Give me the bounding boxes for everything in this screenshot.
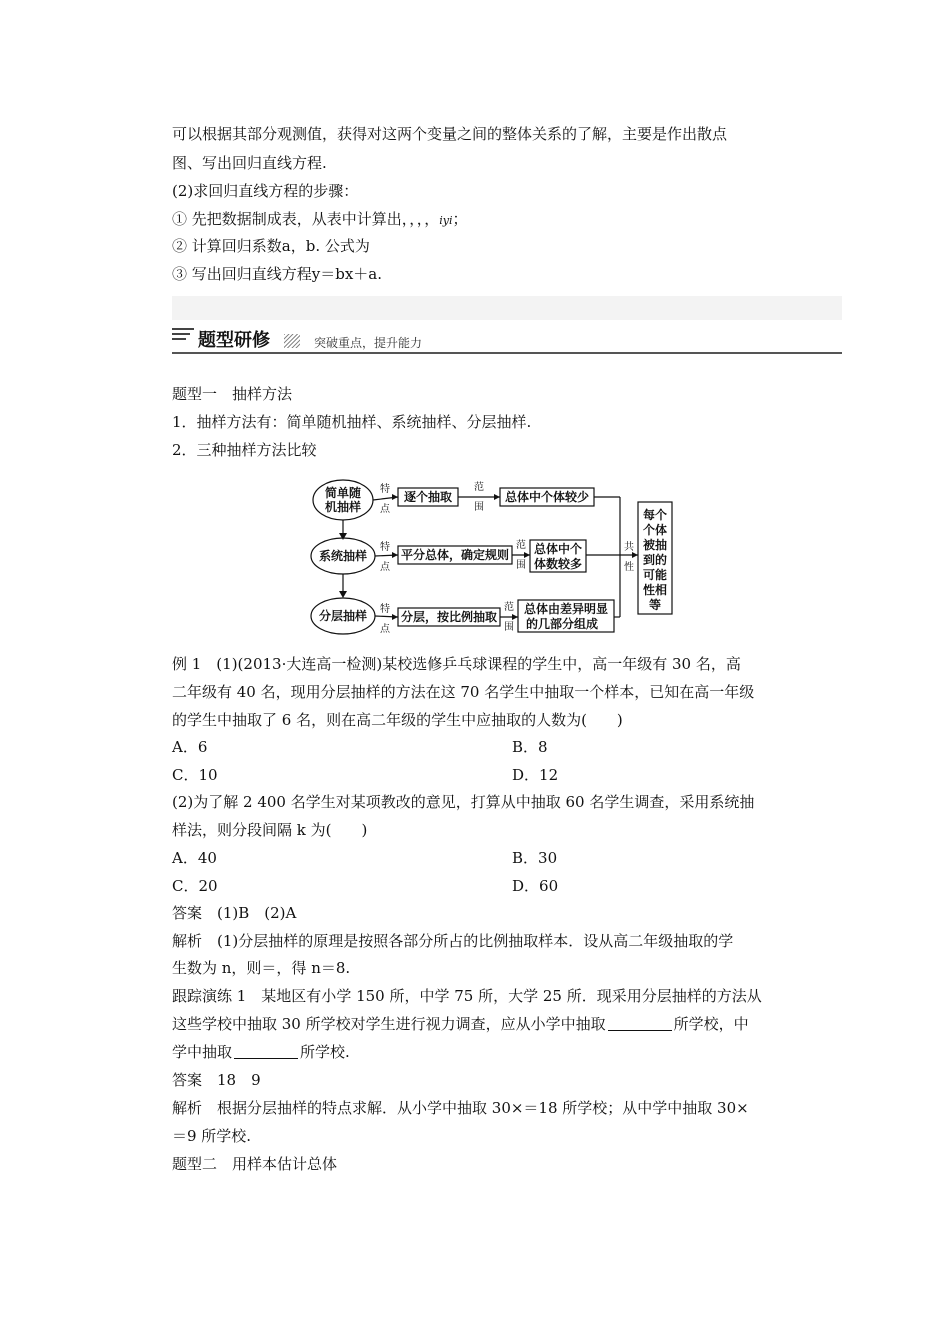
label-wei-3: 围 [504,622,514,633]
intro-line-1: 可以根据其部分观测值，获得对这两个变量之间的整体关系的了解，主要是作出散点 [172,125,728,143]
track1-line-1: 跟踪演练 1 某地区有小学 150 所，中学 75 所，大学 25 所．现采用分层抽样的方法从 [172,987,762,1005]
example1-option-c: C．10 [172,766,218,784]
common-text-3: 被抽 [642,538,668,552]
label-fan-1: 范 [474,482,484,493]
common-text-4: 到的 [642,553,668,567]
example1-option-b: B．8 [512,738,548,756]
track1-line-3 [172,1042,350,1062]
intro-line-4-text: ① 先把数据制成表，从表中计算出，，，， [172,210,440,228]
intro-line-4 [172,209,468,231]
track1-line-2 [172,1014,749,1034]
label-fan-2: 范 [516,540,526,551]
type1-heading: 题型一 抽样方法 [172,385,293,403]
label-wei-2: 围 [516,560,526,571]
oval-1-text-b: 机抽样 [324,500,362,514]
example1-q2-option-c: C．20 [172,877,218,895]
label-wei-1: 围 [474,502,484,513]
label-xing: 性 [624,562,634,573]
common-text-1: 每个 [642,508,668,522]
track1-answer: 答案 18 9 [172,1071,261,1089]
example1-analysis-1: 解析 (1)分层抽样的原理是按照各部分所占的比例抽取样本．设从高二年级抽取的学 [172,932,734,950]
label-te-1: 特 [380,484,390,495]
fill-blank-2 [234,1044,298,1059]
intro-line-3: (2)求回归直线方程的步骤： [172,182,359,200]
example1-line-2: 二年级有 40 名，现用分层抽样的方法在这 70 名学生中抽取一个样本，已知在高一年级 [172,683,755,701]
oval-3-text: 分层抽样 [318,609,368,623]
label-dian-1: 点 [380,504,390,515]
track1-line-3a: 学中抽取 [172,1043,233,1061]
label-gong: 共 [624,542,634,553]
fill-blank-1 [608,1016,672,1031]
label-fan-3: 范 [504,602,514,613]
example1-q2-option-b: B．30 [512,849,558,867]
range-1-text: 总体中个体较少 [504,490,590,504]
type1-point-1: 1．抽样方法有：简单随机抽样、系统抽样、分层抽样. [172,413,532,431]
section-header [172,320,842,354]
common-text-7: 等 [648,598,662,612]
intro-line-4-end: ； [452,210,468,228]
example1-answer: 答案 (1)B (2)A [172,904,297,922]
section-title: 题型研修 [198,330,270,351]
sampling-methods-diagram [300,470,680,640]
type2-heading: 题型二 用样本估计总体 [172,1155,338,1173]
oval-1-text-a: 简单随 [324,486,362,500]
intro-line-5: ② 计算回归系数a，b. 公式为 [172,237,370,255]
intro-line-6: ③ 写出回归直线方程y＝bx＋a. [172,265,383,283]
track1-analysis-2: ＝9 所学校. [172,1127,252,1145]
example1-option-d: D．12 [512,766,559,784]
common-text-5: 可能 [642,568,668,582]
track1-line-2b: 所学校，中 [673,1015,749,1033]
label-dian-3: 点 [380,624,390,635]
feature-2-text: 平分总体，确定规则 [400,548,510,562]
section-underline [172,352,842,354]
example1-q2-line-2: 样法，则分段间隔 k 为( ) [172,821,368,839]
intro-line-2: 图、写出回归直线方程. [172,154,327,172]
type1-point-2: 2．三种抽样方法比较 [172,441,317,459]
section-lines-icon [172,328,194,346]
section-top-band [172,296,842,320]
label-te-3: 特 [380,604,390,615]
track1-line-3b: 所学校. [300,1043,350,1061]
label-dian-2: 点 [380,562,390,573]
section-hatch-icon [284,334,300,348]
example1-q2-line-1: (2)为了解 2 400 名学生对某项教改的意见，打算从中抽取 60 名学生调查，采用系统抽 [172,793,755,811]
range-3-text-a: 总体由差异明显 [523,602,609,616]
example1-q2-option-d: D．60 [512,877,559,895]
example1-line-1: 例 1 (1)(2013·大连高一检测)某校选修乒乓球课程的学生中，高一年级有 30 名，高 [172,655,741,673]
common-text-2: 个体 [642,523,668,537]
track1-line-2a: 这些学校中抽取 30 所学校对学生进行视力调查，应从小学中抽取 [172,1015,606,1033]
range-2-text-b: 体数较多 [533,557,583,571]
range-2-text-a: 总体中个 [533,542,583,556]
range-3-text-b: 的几部分组成 [525,617,599,631]
label-te-2: 特 [380,542,390,553]
oval-2-text: 系统抽样 [318,549,368,563]
track1-analysis-1: 解析 根据分层抽样的特点求解．从小学中抽取 30×＝18 所学校；从中学中抽取 30× [172,1099,749,1117]
section-subtitle: 突破重点，提升能力 [314,336,423,350]
example1-line-3: 的学生中抽取了 6 名，则在高二年级的学生中应抽取的人数为( ) [172,711,623,729]
example1-analysis-2: 生数为 n，则＝，得 n＝8. [172,959,351,977]
common-text-6: 性相 [642,583,668,597]
intro-line-4-sub: iyi [439,214,453,227]
example1-option-a: A．6 [172,738,208,756]
feature-3-text: 分层，按比例抽取 [400,610,498,624]
feature-1-text: 逐个抽取 [403,490,453,504]
example1-q2-option-a: A．40 [172,849,217,867]
